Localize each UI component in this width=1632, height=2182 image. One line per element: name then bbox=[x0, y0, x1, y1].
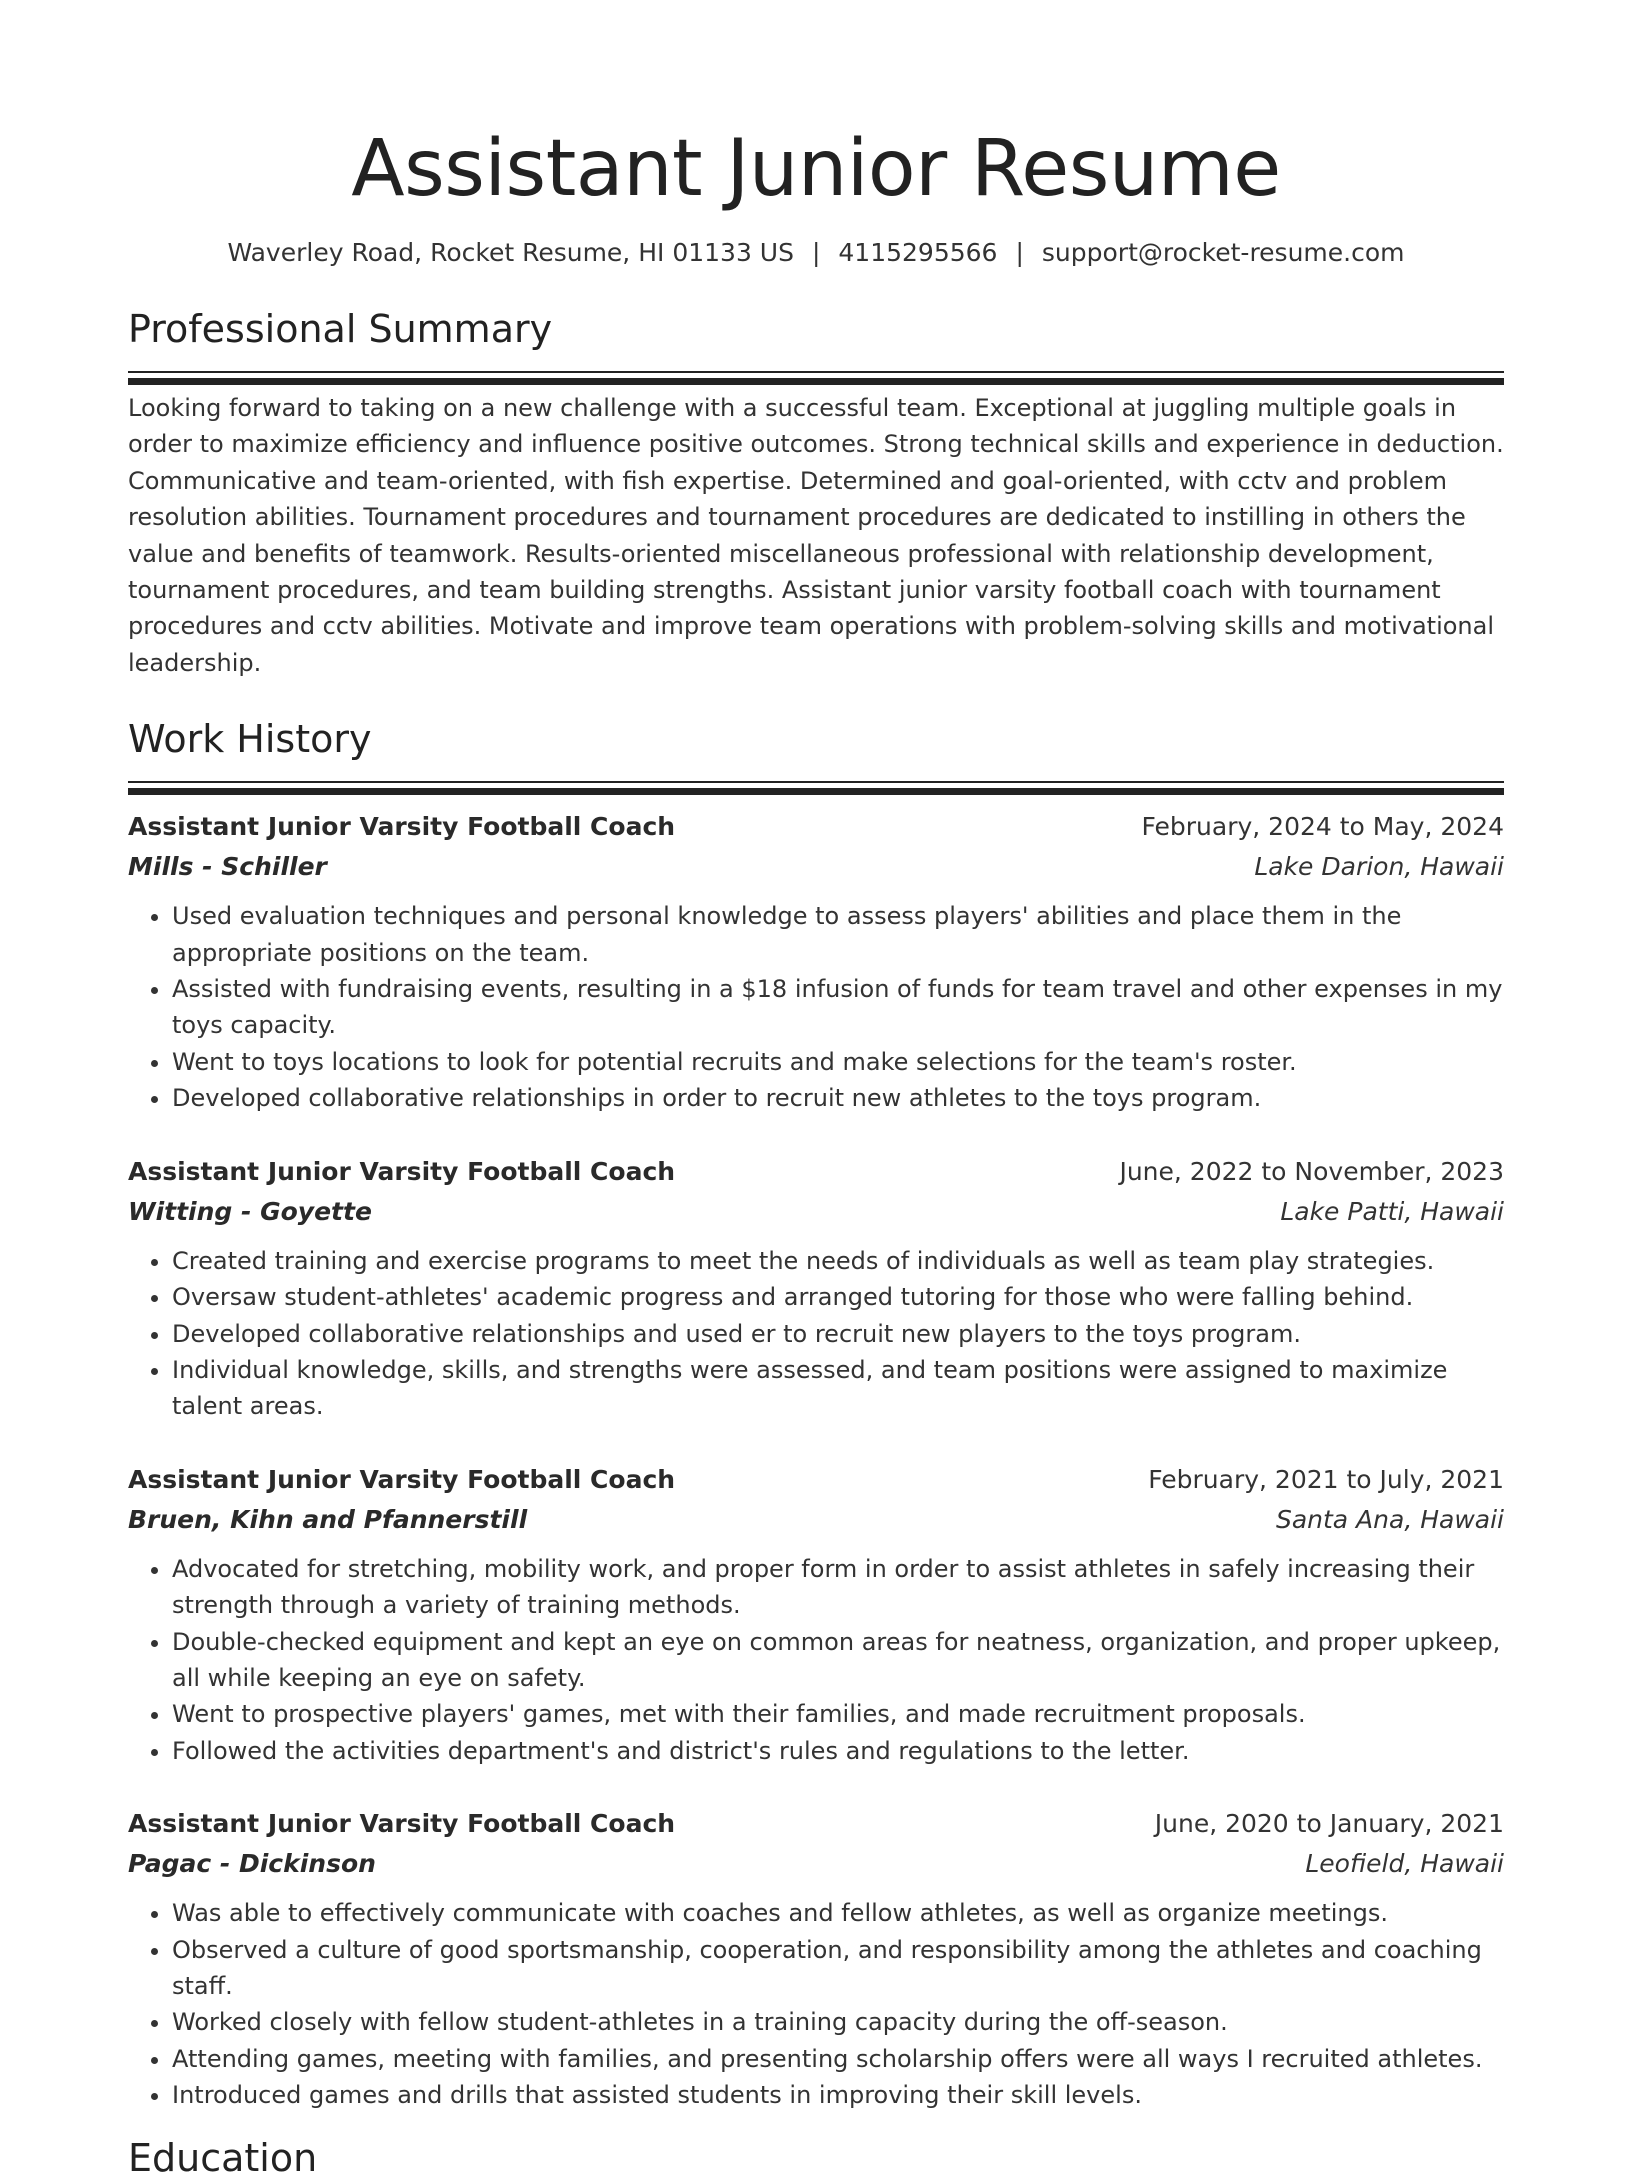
resume-page bbox=[128, 0, 1504, 2182]
contact-phone: 4115295566 bbox=[838, 238, 998, 267]
job-bullet: • Went to toys locations to look for potential recruits and make selections for the team's roster. bbox=[172, 1044, 1504, 1080]
contact-address: Waverley Road, Rocket Resume, HI 01133 US bbox=[227, 238, 794, 267]
work-history-section bbox=[128, 715, 1504, 2113]
job-dates: June, 2022 to November, 2023 bbox=[1119, 1156, 1504, 1186]
job-title: Assistant Junior Varsity Football Coach bbox=[128, 812, 676, 842]
job-entry bbox=[128, 1153, 1504, 1425]
job-bullet: • Assisted with fundraising events, resulting in a $18 infusion of funds for team travel and other expenses in my toys capacity. bbox=[172, 971, 1504, 1044]
job-dates: February, 2024 to May, 2024 bbox=[1141, 812, 1504, 842]
job-subheader bbox=[128, 1501, 1504, 1539]
contact-separator: | bbox=[811, 238, 821, 267]
job-company: Witting - Goyette bbox=[128, 1196, 372, 1226]
job-bullets bbox=[128, 1243, 1504, 1425]
job-dates: June, 2020 to January, 2021 bbox=[1154, 1809, 1504, 1839]
job-bullet: • Used evaluation techniques and personal knowledge to assess players' abilities and place them in the appropriate positions on the team. bbox=[172, 898, 1504, 971]
job-bullet: • Went to prospective players' games, met with their families, and made recruitment proposals. bbox=[172, 1696, 1504, 1732]
section-title-work: Work History bbox=[128, 717, 372, 762]
job-location: Lake Darion, Hawaii bbox=[1254, 852, 1504, 882]
job-bullets bbox=[128, 898, 1504, 1116]
contact-separator: | bbox=[1015, 238, 1024, 267]
education-section bbox=[128, 2134, 1504, 2182]
job-title: Assistant Junior Varsity Football Coach bbox=[128, 1809, 676, 1839]
job-bullet: • Introduced games and drills that assisted students in improving their skill levels. bbox=[172, 2077, 1504, 2113]
job-bullet: • Developed collaborative relationships and used er to recruit new players to the toys program. bbox=[172, 1316, 1504, 1352]
job-header bbox=[128, 1805, 1504, 1843]
job-bullet: • Worked closely with fellow student-athletes in a training capacity during the off-season. bbox=[172, 2004, 1504, 2040]
job-subheader bbox=[128, 1193, 1504, 1231]
section-title-education: Education bbox=[128, 2135, 318, 2180]
job-location: Santa Ana, Hawaii bbox=[1275, 1504, 1504, 1534]
job-entry bbox=[128, 1461, 1504, 1769]
section-divider bbox=[128, 781, 1504, 788]
job-title: Assistant Junior Varsity Football Coach bbox=[128, 1156, 676, 1186]
job-bullet: • Double-checked equipment and kept an eye on common areas for neatness, organization, and proper upkeep, all while keeping an eye on safety. bbox=[172, 1624, 1504, 1697]
job-entry bbox=[128, 1805, 1504, 2113]
job-title: Assistant Junior Varsity Football Coach bbox=[128, 1464, 676, 1494]
job-subheader bbox=[128, 1845, 1504, 1883]
job-entry bbox=[128, 808, 1504, 1116]
professional-summary-section bbox=[128, 305, 1504, 681]
job-company: Bruen, Kihn and Pfannerstill bbox=[128, 1504, 528, 1534]
job-location: Leofield, Hawaii bbox=[1305, 1849, 1504, 1879]
job-company: Mills - Schiller bbox=[128, 852, 327, 882]
contact-email: support@rocket-resume.com bbox=[1041, 238, 1405, 267]
summary-text: Looking forward to taking on a new challenge with a successful team. Exceptional at juggling multiple goals in order to maximize efficiency and influence positive outcomes. Strong technical skills and experience in deduction. Communicative and team-oriented, with fish expertise. Determined and goal-oriented, with cctv and problem resolution abilities. Tournament procedures and tournament procedures are dedicated to instilling in others the value and benefits of teamwork. Results-oriented miscellaneous professional with relationship development, tournament procedures, and team building strengths. Assistant junior varsity football coach with tournament procedures and cctv abilities. Motivate and improve team operations with problem-solving skills and motivational leadership. bbox=[128, 394, 1504, 677]
job-header bbox=[128, 808, 1504, 846]
resume-name: Assistant Junior Resume bbox=[351, 124, 1281, 214]
job-header bbox=[128, 1461, 1504, 1499]
job-subheader bbox=[128, 848, 1504, 886]
job-bullet: • Developed collaborative relationships in order to recruit new athletes to the toys program. bbox=[172, 1080, 1504, 1116]
job-bullet: • Advocated for stretching, mobility work, and proper form in order to assist athletes in safely increasing their strength through a variety of training methods. bbox=[172, 1551, 1504, 1624]
job-location: Lake Patti, Hawaii bbox=[1280, 1196, 1504, 1226]
job-bullet: • Individual knowledge, skills, and strengths were assessed, and team positions were assigned to maximize talent areas. bbox=[172, 1352, 1504, 1425]
section-divider bbox=[128, 371, 1504, 378]
job-bullet: • Observed a culture of good sportsmanship, cooperation, and responsibility among the athletes and coaching staff. bbox=[172, 1932, 1504, 2005]
job-company: Pagac - Dickinson bbox=[128, 1849, 376, 1879]
job-bullet: • Attending games, meeting with families, and presenting scholarship offers were all ways I recruited athletes. bbox=[172, 2041, 1504, 2077]
job-bullet: • Followed the activities department's and district's rules and regulations to the letter. bbox=[172, 1733, 1504, 1769]
job-header bbox=[128, 1153, 1504, 1191]
job-bullets bbox=[128, 1895, 1504, 2113]
contact-line bbox=[128, 236, 1504, 270]
job-bullet: • Was able to effectively communicate with coaches and fellow athletes, as well as organize meetings. bbox=[172, 1895, 1504, 1931]
job-bullets bbox=[128, 1551, 1504, 1769]
section-title-summary: Professional Summary bbox=[128, 307, 553, 351]
job-bullet: • Oversaw student-athletes' academic progress and arranged tutoring for those who were falling behind. bbox=[172, 1279, 1504, 1315]
job-bullet: • Created training and exercise programs to meet the needs of individuals as well as team play strategies. bbox=[172, 1243, 1504, 1279]
job-dates: February, 2021 to July, 2021 bbox=[1148, 1464, 1504, 1494]
